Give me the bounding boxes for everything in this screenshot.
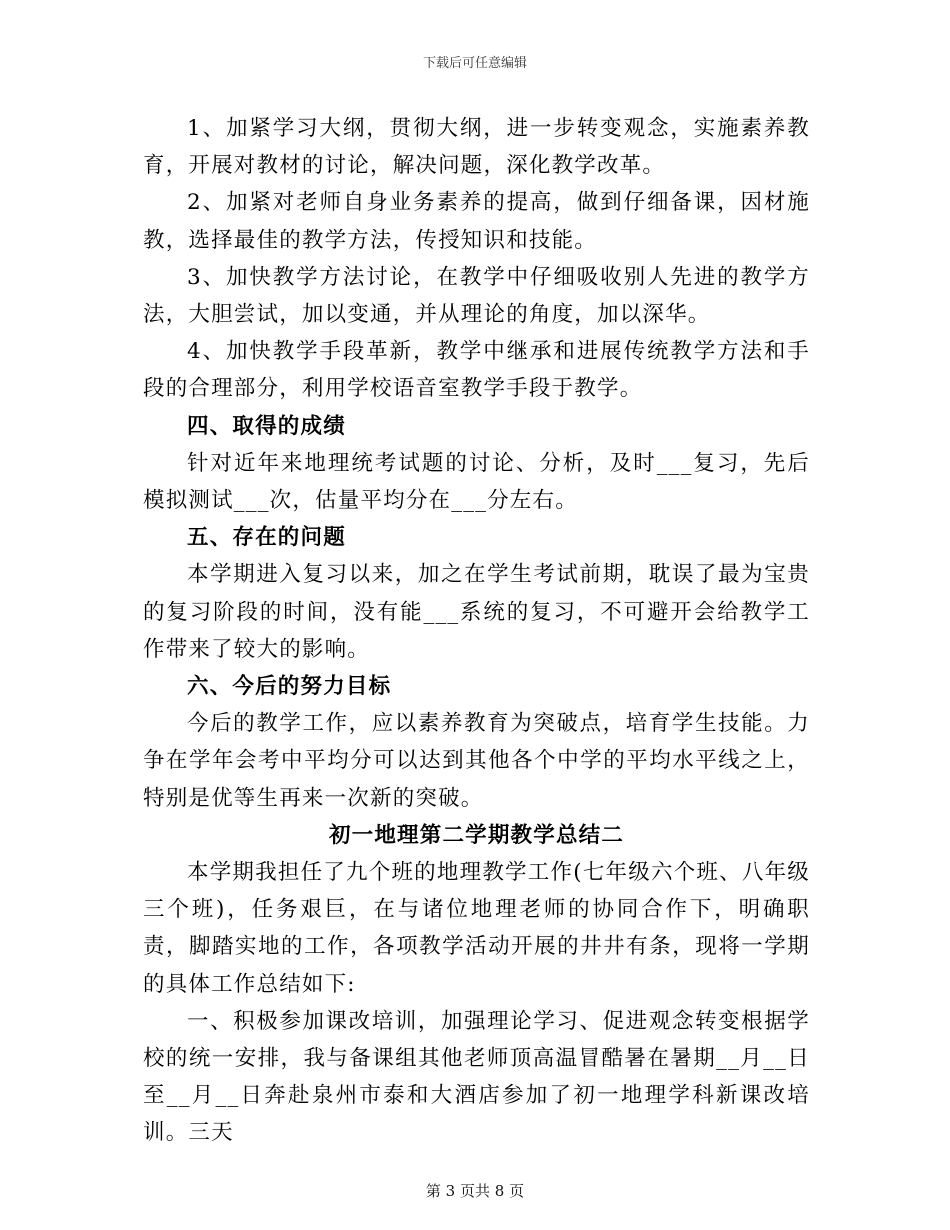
paragraph-6: 本学期进入复习以来，加之在学生考试前期，耽误了最为宝贵的复习阶段的时间，没有能___系统的复习，不可避开会给教学工作带来了较大的影响。 [143, 562, 810, 662]
document-title-2: 初一地理第二学期教学总结二 [328, 822, 625, 848]
page-header-note: 下载后可任意编辑 [422, 56, 527, 71]
section-heading-goals: 六、今后的努力目标 [187, 674, 392, 700]
paragraph-7: 今后的教学工作，应以素养教育为突破点，培育学生技能。力争在学年会考中平均分可以达到其他各个中学的平均水平线之上，特别是优等生再来一次新的突破。 [143, 711, 810, 811]
paragraph-4: 4、加快教学手段革新，教学中继承和进展传统教学方法和手段的合理部分，利用学校语音室教学手段于教学。 [143, 339, 810, 402]
paragraph-8: 本学期我担任了九个班的地理教学工作(七年级六个班、八年级三个班)，任务艰巨，在与诸位地理老师的协同合作下，明确职责，脚踏实地的工作，各项教学活动开展的井井有条，现将一学期的具体工作总结如下: [143, 860, 810, 997]
page-number-footer: 第 3 页共 8 页 [425, 1182, 525, 1200]
paragraph-2: 2、加紧对老师自身业务素养的提高，做到仔细备课，因材施教，选择最佳的教学方法，传授知识和技能。 [143, 190, 810, 253]
paragraph-3: 3、加快教学方法讨论，在教学中仔细吸收别人先进的教学方法，大胆尝试，加以变通，并从理论的角度，加以深华。 [143, 264, 810, 328]
document-body [143, 110, 810, 1152]
paragraph-9: 一、积极参加课改培训，加强理论学习、促进观念转变根据学校的统一安排，我与备课组其他老师顶高温冒酷暑在暑期__月__日至__月__日奔赴泉州市泰和大酒店参加了初一地理学科新课改培训。三天 [143, 1008, 810, 1146]
paragraph-1: 1、加紧学习大纲，贯彻大纲，进一步转变观念，实施素养教育，开展对教材的讨论，解决问题，深化教学改革。 [143, 116, 810, 179]
section-heading-problems: 五、存在的问题 [187, 525, 346, 551]
section-heading-achievements: 四、取得的成绩 [187, 413, 346, 439]
paragraph-5: 针对近年来地理统考试题的讨论、分析，及时___复习，先后模拟测试___次，估量平均分在___分左右。 [143, 450, 810, 514]
